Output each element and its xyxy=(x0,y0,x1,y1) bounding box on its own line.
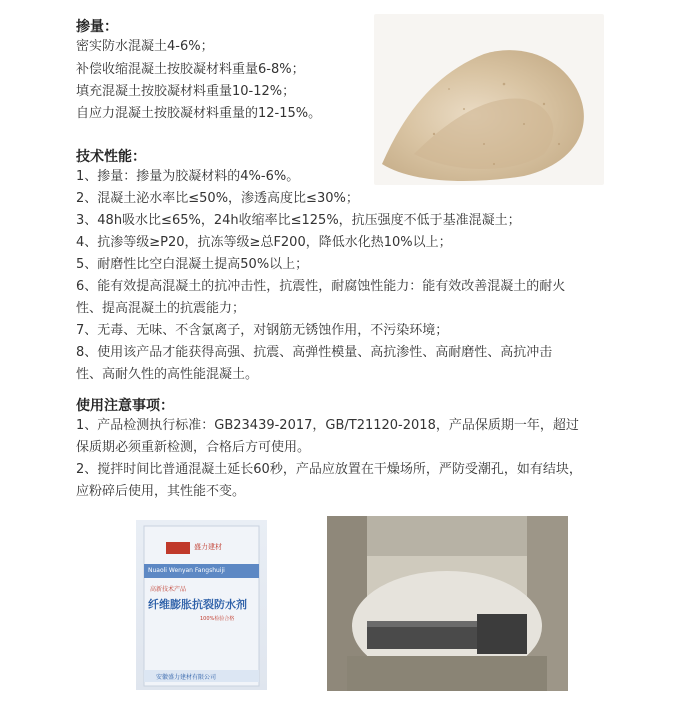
powder-photo xyxy=(374,14,604,185)
dosage-line: 补偿收缩混凝土按胶凝材料重量6-8%； xyxy=(76,62,305,77)
notes-line: 1、产品检测执行标准：GB23439-2017，GB/T21120-2018，产品保质期一年，超过 xyxy=(76,418,579,433)
bag-brand: 盛力建材 xyxy=(194,543,222,551)
performance-line: 性、高耐久性的高性能混凝土。 xyxy=(76,367,259,382)
bag-subtitle: Nuaoli Wenyan Fangshuiji xyxy=(148,567,225,574)
performance-line: 8、使用该产品才能获得高强、抗震、高弹性模量、高抗渗性、高耐磨性、高抗冲击 xyxy=(76,345,553,360)
notes-line: 2、搅拌时间比普通混凝土延长60秒，产品应放置在干燥场所，严防受潮孔，如有结块， xyxy=(76,462,582,477)
performance-heading: 技术性能： xyxy=(76,149,146,165)
performance-line: 2、混凝土泌水率比≤50%，渗透高度比≤30%； xyxy=(76,191,359,206)
bag-note: 100%检验合格 xyxy=(200,616,235,622)
performance-line: 6、能有效提高混凝土的抗冲击性，抗震性，耐腐蚀性能力：能有效改善混凝土的耐火 xyxy=(76,279,566,294)
performance-line: 5、耐磨性比空白混凝土提高50%以上； xyxy=(76,257,309,272)
factory-image xyxy=(327,516,568,691)
notes-line: 应粉碎后使用，其性能不变。 xyxy=(76,484,246,499)
notes-line: 保质期必须重新检测，合格后方可使用。 xyxy=(76,440,311,455)
performance-line: 3、48h吸水比≤65%，24h收缩率比≤125%，抗压强度不低于基准混凝土； xyxy=(76,213,521,228)
dosage-line: 填充混凝土按胶凝材料重量10-12%； xyxy=(76,84,296,99)
product-bag-photo xyxy=(136,520,267,690)
performance-line: 4、抗渗等级≥P20，抗冻等级≥总F200，降低水化热10%以上； xyxy=(76,235,452,250)
dosage-line: 自应力混凝土按胶凝材料重量的12-15%。 xyxy=(76,106,322,121)
powder-pile-image xyxy=(374,14,604,185)
factory-photo xyxy=(327,516,568,691)
performance-line: 性、提高混凝土的抗震能力； xyxy=(76,301,246,316)
performance-line: 7、无毒、无味、不含氯离子，对钢筋无锈蚀作用，不污染环境； xyxy=(76,323,449,338)
bag-title: 纤维膨胀抗裂防水剂 xyxy=(148,598,247,611)
bag-maker: 安徽盛力建材有限公司 xyxy=(156,674,217,681)
dosage-line: 密实防水混凝土4-6%； xyxy=(76,39,214,54)
performance-line: 1、掺量：掺量为胶凝材料的4%-6%。 xyxy=(76,169,300,184)
bag-tag: 高新技术产品 xyxy=(150,586,187,593)
notes-heading: 使用注意事项： xyxy=(76,398,174,414)
dosage-heading: 掺量： xyxy=(76,19,118,35)
